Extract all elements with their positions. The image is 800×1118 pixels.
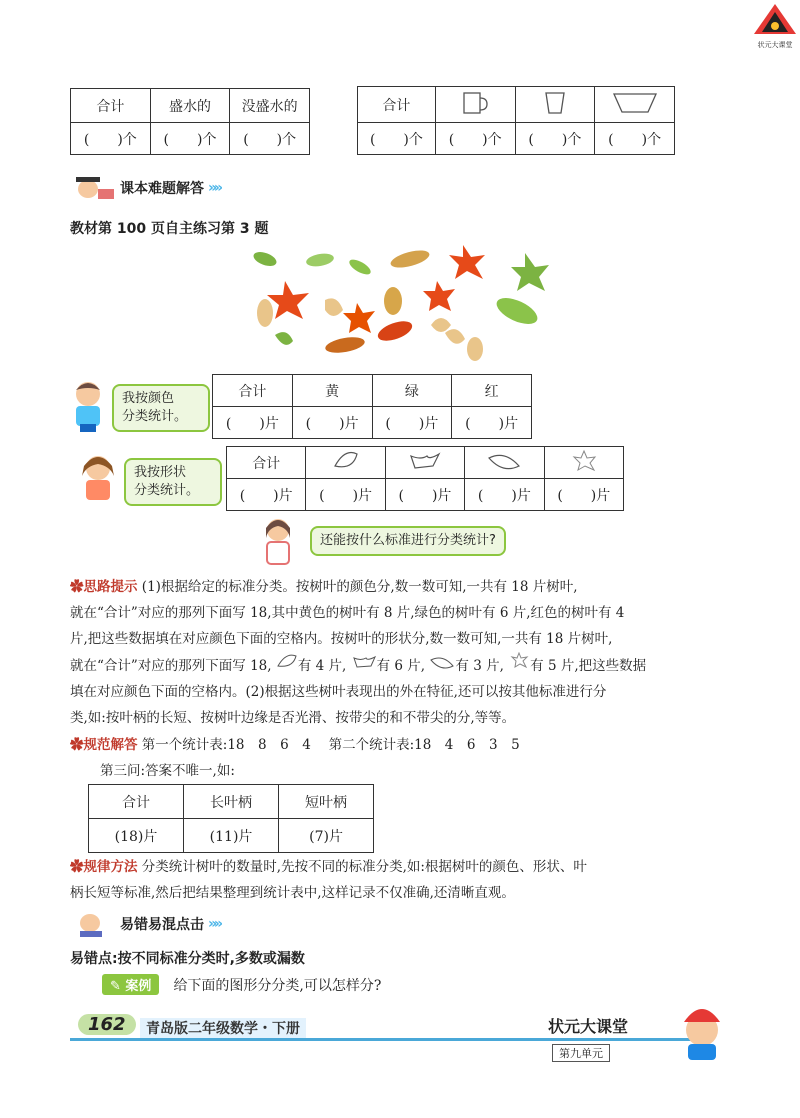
header-total: 合计 — [213, 375, 293, 407]
header-total: 合计 — [89, 785, 184, 819]
header-green: 绿 — [372, 375, 452, 407]
long-leaf-icon — [429, 654, 455, 670]
section-heading-solutions — [70, 174, 220, 202]
blank-cell: ( )片 — [292, 407, 372, 439]
blank-cell: ( )片 — [465, 479, 544, 511]
unit-label: 第九单元 — [552, 1044, 610, 1062]
blank-cell: ( )个 — [150, 123, 230, 155]
maple-leaf-icon — [508, 652, 530, 670]
blank-cell: ( )片 — [372, 407, 452, 439]
exercise-title: 教材第 100 页自主练习第 3 题 — [70, 221, 269, 237]
publisher-logo — [752, 2, 798, 48]
bubble-color: 我按颜色 分类统计。 — [112, 384, 210, 432]
blank-cell: ( )个 — [595, 123, 675, 155]
glass-icon — [515, 87, 595, 123]
water-table — [70, 88, 310, 155]
blank-cell: ( )个 — [230, 123, 310, 155]
method-paragraph — [70, 854, 734, 906]
blank-cell: ( )个 — [515, 123, 595, 155]
footer-bar — [70, 1038, 710, 1041]
header-total: 合计 — [227, 447, 306, 479]
leaf-shapes — [252, 245, 549, 361]
mug-icon — [435, 87, 515, 123]
ginkgo-leaf-icon — [351, 654, 377, 670]
answer-label: ✿规范解答 — [70, 737, 138, 753]
answer-cell: (7)片 — [279, 819, 374, 853]
reading-student-icon — [70, 175, 116, 201]
section-title: 易错易混点击 — [120, 917, 204, 933]
header-total: 合计 — [358, 87, 436, 123]
blank-cell: ( )个 — [358, 123, 436, 155]
header-filled: 盛水的 — [150, 89, 230, 123]
method-line-2: 柄长短等标准,然后把结果整理到统计表中,这样记录不仅准确,还清晰直观。 — [70, 885, 515, 901]
blank-cell: ( )片 — [544, 479, 623, 511]
section-title: 课本难题解答 — [120, 181, 204, 197]
header-long-stem: 长叶柄 — [184, 785, 279, 819]
color-table — [212, 374, 532, 439]
arrows-icon: »» — [208, 916, 221, 932]
oval-leaf-icon — [276, 654, 298, 670]
hint-line-6: 类,如:按叶柄的长短、按树叶边缘是否光滑、按带尖的和不带尖的分,等等。 — [70, 710, 516, 726]
error-point: 易错点:按不同标准分类时,多数或漏数 — [70, 951, 305, 967]
flame-logo-icon — [752, 2, 798, 36]
blank-cell: ( )片 — [213, 407, 293, 439]
hint-paragraph — [70, 574, 734, 731]
case-text: 给下面的图形分分类,可以怎样分? — [173, 977, 382, 994]
logo-text: 状元大课堂 — [757, 41, 793, 49]
leaves-illustration — [245, 245, 555, 363]
case-row — [102, 974, 381, 995]
mascot-icon — [674, 1000, 730, 1062]
thinking-student-icon — [70, 911, 116, 937]
book-title: 青岛版二年级数学・下册 — [140, 1018, 306, 1038]
hint-line-1: ✿思路提示 (1)根据给定的标准分类。按树叶的颜色分,数一数可知,一共有 18 片树叶, — [70, 579, 578, 595]
answer-cell: (11)片 — [184, 819, 279, 853]
method-label: ✿规律方法 — [70, 859, 138, 875]
long-leaf-icon — [465, 447, 544, 479]
header-yellow: 黄 — [292, 375, 372, 407]
section-heading-errors — [70, 910, 220, 938]
page-number: 162 — [78, 1014, 136, 1035]
footer — [70, 1014, 730, 1064]
shape-table — [226, 446, 624, 511]
answer-line-2: 第三问:答案不唯一,如: — [100, 763, 235, 779]
header-total: 合计 — [71, 89, 151, 123]
arrows-icon: »» — [208, 180, 221, 196]
answer-cell: (18)片 — [89, 819, 184, 853]
maple-leaf-icon — [544, 447, 623, 479]
bowl-icon — [595, 87, 675, 123]
hint-line-2: 就在“合计”对应的那列下面写 18,其中黄色的树叶有 8 片,绿色的树叶有 6 片,红色的树叶有 4 — [70, 605, 625, 621]
hint-label: ✿思路提示 — [70, 579, 138, 595]
blank-cell: ( )片 — [385, 479, 464, 511]
header-empty: 没盛水的 — [230, 89, 310, 123]
blank-cell: ( )片 — [306, 479, 385, 511]
ginkgo-leaf-icon — [385, 447, 464, 479]
question-girl-avatar — [258, 516, 298, 568]
answer-table — [88, 784, 374, 853]
header-red: 红 — [452, 375, 532, 407]
header-short-stem: 短叶柄 — [279, 785, 374, 819]
answer-line-1: ✿规范解答 第一个统计表:18 8 6 4 第二个统计表:18 4 6 3 5 — [70, 737, 520, 753]
brand-name: 状元大课堂 — [548, 1017, 629, 1036]
answer-paragraph — [70, 732, 734, 784]
bubble-shape: 我按形状 分类统计。 — [124, 458, 222, 506]
hint-line-5: 填在对应颜色下面的空格内。(2)根据这些树叶表现出的外在特征,还可以按其他标准进行分 — [70, 684, 607, 700]
case-badge: ✎ 案例 — [102, 974, 159, 995]
bubble-question: 还能按什么标准进行分类统计? — [310, 526, 506, 556]
cup-table — [357, 86, 675, 155]
blank-cell: ( )个 — [71, 123, 151, 155]
method-line-1: ✿规律方法 分类统计树叶的数量时,先按不同的标准分类,如:根据树叶的颜色、形状、叶 — [70, 859, 587, 875]
girl-avatar — [78, 452, 118, 504]
hint-line-3: 片,把这些数据填在对应颜色下面的空格内。按树叶的形状分,数一数可知,一共有 18 片树叶, — [70, 631, 613, 647]
blank-cell: ( )片 — [452, 407, 532, 439]
hint-line-4: 就在“合计”对应的那列下面写 18, 有 4 片, 有 6 片, 有 3 片, 有 5 片,把这些数据 — [70, 652, 734, 679]
oval-leaf-icon — [306, 447, 385, 479]
boy-avatar — [70, 380, 106, 432]
blank-cell: ( )片 — [227, 479, 306, 511]
blank-cell: ( )个 — [435, 123, 515, 155]
